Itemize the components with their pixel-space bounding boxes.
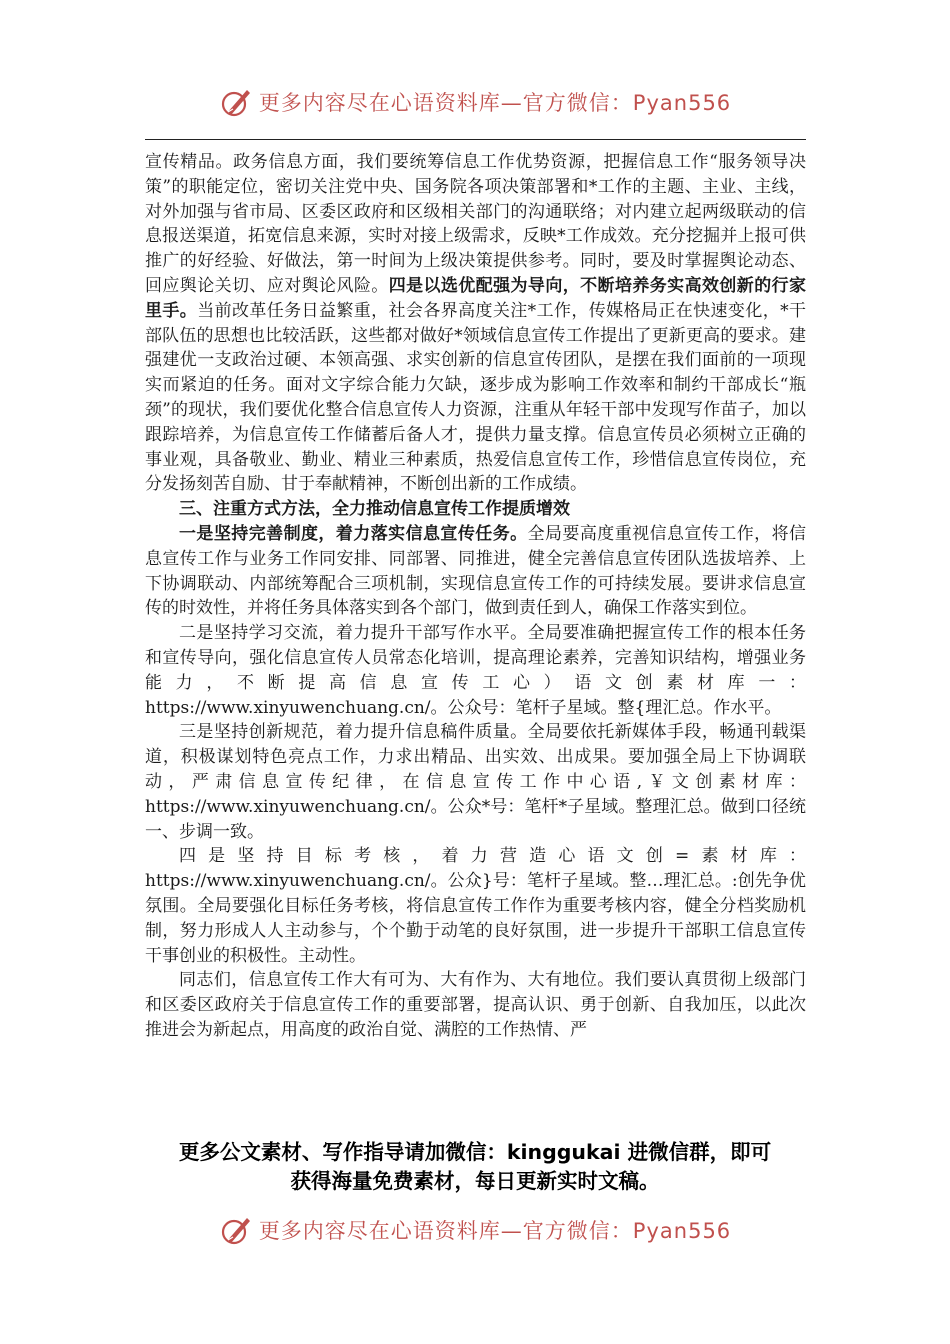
header-divider bbox=[145, 139, 806, 140]
header-banner-text: 更多内容尽在心语资料库—官方微信：Pyan556 bbox=[258, 91, 732, 115]
document-body bbox=[145, 150, 806, 1043]
header-banner bbox=[0, 82, 950, 122]
footer-banner bbox=[0, 1210, 950, 1250]
quill-pen-logo-icon bbox=[219, 1213, 253, 1247]
section-heading: 三、注重方式方法，全力推动信息宣传工作提质增效 bbox=[179, 499, 570, 520]
paragraph: 同志们，信息宣传工作大有可为、大有作为、大有地位。我们要认真贯彻上级部门和区委区政府关于信息宣传工作的重要部署，提高认识、勇于创新、自我加压，以此次推进会为新起点，用高度的政治自觉、满腔的工作热情、严 bbox=[145, 970, 806, 1040]
footer-banner-text: 更多内容尽在心语资料库—官方微信：Pyan556 bbox=[258, 1219, 732, 1243]
paragraph: 三是坚持创新规范，着力提升信息稿件质量。全局要依托新媒体手段，畅通刊载渠道，积极谋划特色亮点工作，力求出精品、出实效、出成果。要加强全局上下协调联动，严肃信息宣传纪律，在信息宣传工作中心语,￥文创素材库：https://www.xinyuwenchuang.cn/。公众*号：笔杆*子星域。整理汇总。做到口径统一、步调一致。 bbox=[145, 722, 806, 842]
paragraph: 四是坚持目标考核，着力营造心语文创=素材库：https://www.xinyuwenchuang.cn/。公众}号：笔杆子星域。整…理汇总。:创先争优氛围。全局要强化目标任务考核，将信息宣传工作作为重要考核内容，健全分档奖励机制，努力形成人人主动参与，个个勤于动笔的良好氛围，进一步提升干部职工信息宣传干事创业的积极性。主动性。 bbox=[145, 846, 806, 966]
paragraph: 宣传精品。政务信息方面，我们要统筹信息工作优势资源，把握信息工作“服务领导决策”的职能定位，密切关注党中央、国务院各项决策部署和*工作的主题、主业、主线，对外加强与省市局、区委区政府和区级相关部门的沟通联络；对内建立起两级联动的信息报送渠道，拓宽信息来源，实时对接上级需求，反映*工作成效。充分挖掘并上报可供推广的好经验、好做法，第一时间为上级决策提供参考。同时，要及时掌握舆论动态、回应舆论关切、应对舆论风险。四是以选优配强为导向，不断培养务实高效创新的行家里手。当前改革任务日益繁重，社会各界高度关注*工作，传媒格局正在快速变化，*干部队伍的思想也比较活跃，这些都对做好*领域信息宣传工作提出了更新更高的要求。建强建优一支政治过硬、本领高强、求实创新的信息宣传团队，是摆在我们面前的一项现实而紧迫的任务。面对文字综合能力欠缺，逐步成为影响工作效率和制约干部成长“瓶颈”的现状，我们要优化整合信息宣传人力资源，注重从年轻干部中发现写作苗子，加以跟踪培养，为信息宣传工作储蓄后备人才，提供力量支撑。信息宣传员必须树立正确的事业观，具备敬业、勤业、精业三种素质，热爱信息宣传工作，珍惜信息宣传岗位，充分发扬刻苦自励、甘于奉献精神，不断创出新的工作成绩。 bbox=[145, 152, 807, 495]
quill-pen-logo-icon bbox=[219, 85, 253, 119]
paragraph: 一是坚持完善制度，着力落实信息宣传任务。全局要高度重视信息宣传工作，将信息宣传工作与业务工作同安排、同部署、同推进，健全完善信息宣传团队选拔培养、上下协调联动、内部统筹配合三项机制，实现信息宣传工作的可持续发展。要讲求信息宣传的时效性，并将任务具体落实到各个部门，做到责任到人，确保工作落实到位。 bbox=[145, 523, 807, 619]
promo-text: 更多公文素材、写作指导请加微信：kinggukai 进微信群，即可 获得海量免费素材，每日更新实时文稿。 bbox=[178, 1140, 772, 1193]
paragraph: 二是坚持学习交流，着力提升干部写作水平。全局要准确把握宣传工作的根本任务和宣传导向，强化信息宣传人员常态化培训，提高理论素养，完善知识结构，增强业务能力，不断提高信息宣传工心）语文创素材库一：https://www.xinyuwenchuang.cn/。公众号：笔杆子星域。整{理汇总。作水平。 bbox=[145, 623, 806, 718]
